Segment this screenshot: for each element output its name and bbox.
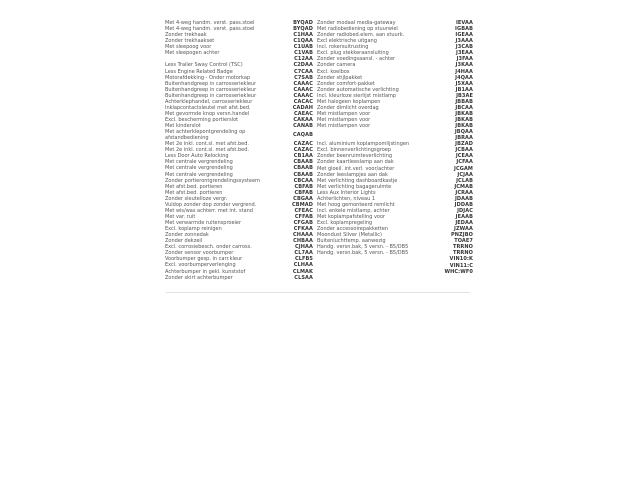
option-code: VIN11:C xyxy=(449,262,473,269)
option-code: C1UAB xyxy=(293,44,313,51)
option-description: Met wis/was achterr. met int. stand xyxy=(165,207,253,214)
option-code: JB1AA xyxy=(455,86,473,93)
option-code: CAZAC xyxy=(293,141,313,148)
option-description: Met radiobediening op stuurwiel xyxy=(317,26,398,33)
option-code: CBCAA xyxy=(293,177,313,184)
option-code: JZWAA xyxy=(453,226,473,233)
option-description: Zonder voedingsaansl. - achter xyxy=(317,56,396,63)
option-description: Less Door Auto Relocking xyxy=(165,153,229,160)
option-code: TOAE7 xyxy=(454,238,473,245)
option-description: Buitenhandgreep in carrosseriekleur xyxy=(165,92,257,99)
option-description: Handg. versn.bak, 5 versn. - B5/DB5 xyxy=(317,244,409,251)
option-code: JDAAB xyxy=(454,195,473,202)
option-code: CAEAC xyxy=(294,110,313,117)
option-code: WHC:WF0 xyxy=(444,268,473,275)
option-description: Met kinderslot xyxy=(165,123,201,130)
option-description: Less Trailer Sway Control (TSC) xyxy=(165,62,243,69)
left-column xyxy=(165,20,313,281)
option-code: CBGAA xyxy=(293,195,313,202)
option-code: C7SAB xyxy=(294,74,313,81)
option-description: Excl. binnenverlichtingsgroep xyxy=(317,147,392,154)
option-description: Zonder automatische verlichting xyxy=(317,86,399,93)
option-code: C7CAA xyxy=(293,68,313,75)
option-description: Zonder dimlicht overdag xyxy=(317,104,379,111)
option-description: Incl. kleurloze sierlijst mistlamp xyxy=(317,92,397,99)
option-code: CBFAB xyxy=(294,189,313,196)
option-code: CAAAC xyxy=(293,86,313,93)
option-code: CACAC xyxy=(293,98,313,105)
option-description: Met achterklepontgrendeling op afstandbediening xyxy=(165,129,246,142)
option-description: Zonder zonnedak xyxy=(165,232,209,239)
option-code: JCMAB xyxy=(454,183,473,190)
option-code: JBQAA xyxy=(454,129,473,136)
option-description: Excl. voorbumperverlenging xyxy=(165,262,236,269)
option-code: JCFAA xyxy=(456,159,473,166)
option-description: Met hoog gemonteerd remlicht xyxy=(317,201,395,208)
option-code: JCRAA xyxy=(455,189,473,196)
option-code: J5XAA xyxy=(455,80,473,87)
option-description: Excl. koplampregeling xyxy=(317,220,373,227)
option-description: Achterbumper in gekl. kunststof xyxy=(165,268,246,275)
option-code: CB1AA xyxy=(293,153,313,160)
option-code: JB3AE xyxy=(456,92,473,99)
option-code: CAAAC xyxy=(293,92,313,99)
option-description: Met 4-weg handm. verst. pass.stoel xyxy=(165,26,255,33)
option-code: CBMAD xyxy=(292,201,313,208)
option-description: Incl. rokersuitrusting xyxy=(317,44,369,51)
option-code: CANAB xyxy=(293,123,313,130)
option-code: JBKAB xyxy=(455,110,473,117)
option-code: CL7AA xyxy=(294,250,313,257)
option-description: Zonder stijlpakket xyxy=(317,74,363,81)
option-code: CLFB5 xyxy=(294,256,313,263)
option-description: Buitenluchttemp. aanwezig xyxy=(317,238,386,245)
option-code: JCGAM xyxy=(454,165,473,172)
option-description: Zonder portierontgrendelingssysteem xyxy=(165,177,260,184)
option-description: Met gloeil. int.verl. voor/achter xyxy=(317,165,395,172)
option-description: Incl. enkele mistlamp, achter xyxy=(317,207,390,214)
option-code: J3EAA xyxy=(456,50,473,57)
option-description: Met centrale vergrendeling xyxy=(165,165,233,172)
option-code: J3FAA xyxy=(456,56,473,63)
option-description: Zonder leeslampjes aan dak xyxy=(317,171,388,178)
option-description: Zonder dekzeil xyxy=(165,238,203,245)
option-description: Met gevormde knop versn.handel xyxy=(165,110,250,117)
option-code: CLSAA xyxy=(294,274,313,281)
option-description: Excl. corrosiebesch. onder carross. xyxy=(165,244,252,251)
option-code: J3AAA xyxy=(455,38,473,45)
option-description: Zonder modaal media-gateway xyxy=(317,20,396,26)
option-code: JEDAA xyxy=(455,220,473,227)
option-code: IEVAA xyxy=(455,20,473,26)
option-description: Met verlichting bagageruimte xyxy=(317,183,392,190)
horizontal-divider xyxy=(166,292,470,293)
option-description: Met sleepogen achter xyxy=(165,50,220,57)
option-code: CBAAB xyxy=(293,165,313,172)
option-code: PNZJBO xyxy=(451,232,473,239)
option-description: Zonder beenruimteverlichting xyxy=(317,153,393,160)
option-code: CAKAA xyxy=(293,117,313,123)
option-code: J4QAA xyxy=(455,74,473,81)
option-code: CLHAA xyxy=(293,262,313,269)
option-description: Zonder camera xyxy=(317,62,356,69)
option-description: Less Engine Related Badge xyxy=(165,68,233,75)
option-description: Zonder kaartleeslamp aan dak xyxy=(317,159,394,166)
option-code: BYQAD xyxy=(293,26,313,33)
option-description: Met mistlampen voor xyxy=(317,123,371,130)
option-code: VIN10:K xyxy=(449,256,473,263)
option-description: Excl. koplamp reinigen xyxy=(165,226,222,233)
option-description: Met var. ruit xyxy=(165,213,196,220)
option-code: CFKAA xyxy=(293,226,313,233)
option-description: Met centrale vergrendeling xyxy=(165,159,233,166)
option-code: TRRNO xyxy=(452,250,473,257)
option-description: Met verwarmde ruitensproeier xyxy=(165,220,242,227)
option-description: Moondust Silver (Metallic) xyxy=(317,232,382,239)
option-description: Zonder comfort-pakket xyxy=(317,80,375,87)
option-description: Inklapcontactsleutel met afst.bed. xyxy=(165,104,251,111)
option-description: Zonder trekhaak xyxy=(165,32,207,39)
option-description: Met afst.bed. portieren xyxy=(165,183,223,190)
option-description: Met 2e inkl. cont.sl. met afst.bed. xyxy=(165,147,249,154)
option-description: Zonder accessoirepakketten xyxy=(317,226,388,233)
option-code: CFEAC xyxy=(294,207,313,214)
option-description: Met afst.bed. portieren xyxy=(165,189,223,196)
option-code: JCEAA xyxy=(455,153,473,160)
option-description: Met centrale vergrendeling xyxy=(165,171,233,178)
list-item xyxy=(317,269,473,275)
option-code: CLMAK xyxy=(292,268,313,275)
option-code: C2DAA xyxy=(293,62,313,69)
option-code: JBKAB xyxy=(455,123,473,130)
option-description: Handg. versn.bak, 5 versn. - B5/DB5 xyxy=(317,250,409,257)
option-description: Met halogeen koplampen xyxy=(317,98,381,105)
option-code: JBKAB xyxy=(455,117,473,123)
option-description: Zonder sleutelloze vergr. xyxy=(165,195,228,202)
right-column xyxy=(317,20,473,275)
list-item xyxy=(165,129,313,141)
option-code: CAZAC xyxy=(293,147,313,154)
option-description: Zonder trekhaakset xyxy=(165,38,215,45)
option-code: IGBAB xyxy=(455,26,473,33)
option-description: Motorafdekking - Onder motorkap xyxy=(165,74,251,81)
option-code: CBFAB xyxy=(294,183,313,190)
option-description: Excl. koelbox xyxy=(317,68,350,75)
option-description: Buitenhandgreep in carrosseriekleur xyxy=(165,80,257,87)
option-code: C12AA xyxy=(294,56,313,63)
option-code: BYQAD xyxy=(293,20,313,26)
option-code: CBAAB xyxy=(293,159,313,166)
option-code: C1HAA xyxy=(293,32,313,39)
option-code: CADAH xyxy=(292,104,313,111)
option-description: Excl. bescherming portierslot xyxy=(165,117,239,123)
option-code: CFFAB xyxy=(294,213,313,220)
option-code: JBZAD xyxy=(455,141,473,148)
option-code: JDDAB xyxy=(454,201,473,208)
option-code: CHBAA xyxy=(293,238,313,245)
option-description: Excl elektrische uitgang xyxy=(317,38,377,45)
option-description: Achterklephandel, carrosseriekleur xyxy=(165,98,253,105)
option-code: JCLAB xyxy=(456,177,473,184)
option-code: JCBAA xyxy=(455,147,473,154)
option-code: JBBAB xyxy=(455,98,473,105)
option-code: C1VAB xyxy=(294,50,313,57)
option-code: CAAAC xyxy=(293,80,313,87)
option-description: Met 2e inkl. cont.sl. met afst.bed. xyxy=(165,141,249,148)
option-code: CAQAB xyxy=(293,132,313,139)
option-code: CBAAB xyxy=(293,171,313,178)
option-description: Incl. aluminium koplampomlijstingen xyxy=(317,141,410,148)
option-code: JEAAB xyxy=(455,214,473,220)
option-code: CFGAB xyxy=(293,220,313,227)
option-code: CHAAA xyxy=(293,232,313,239)
option-description: Met koplampafstelling voor xyxy=(317,214,386,220)
option-code: JBRAA xyxy=(455,135,473,142)
option-description: Achterlichten, niveau 1 xyxy=(317,195,376,202)
option-code: C1QAA xyxy=(293,38,313,45)
option-description: Vuldop zonder dop zonder vergrend. xyxy=(165,201,257,208)
option-code: J3CAB xyxy=(455,44,473,51)
option-code: JDJAC xyxy=(457,207,473,214)
option-code: IGEAA xyxy=(455,32,473,39)
option-description: Zonder sensor voorbumper xyxy=(165,250,234,257)
option-description: Met 4-weg handm. verst. pass.stoel xyxy=(165,20,255,26)
option-code: JBCAA xyxy=(455,104,473,111)
option-description: Less Aux Interior Lights xyxy=(317,189,376,196)
option-code: J4HAA xyxy=(455,68,473,75)
option-code: J3KAA xyxy=(455,62,473,69)
option-code: TRRNO xyxy=(452,244,473,251)
option-code: JCJAA xyxy=(457,171,473,178)
option-description: Met mistlampen voor xyxy=(317,117,371,123)
option-description: Zonder radiobed.elem. aan stuurk. xyxy=(317,32,405,39)
option-description: Met verlichting dashboardkastje xyxy=(317,177,398,184)
option-description: Voorbumper gesp. in carr.kleur xyxy=(165,256,243,263)
option-description: Zonder skirt achterbumper xyxy=(165,274,233,281)
option-description: Excl. plug stekkeraansluiting xyxy=(317,50,389,57)
option-code: CJHAA xyxy=(295,244,313,251)
option-description: Met mistlampen voor xyxy=(317,110,371,117)
option-description: Met sleepoog voor xyxy=(165,44,212,51)
option-description: Buitenhandgreep in carrosseriekleur xyxy=(165,86,257,93)
list-item xyxy=(165,275,313,281)
